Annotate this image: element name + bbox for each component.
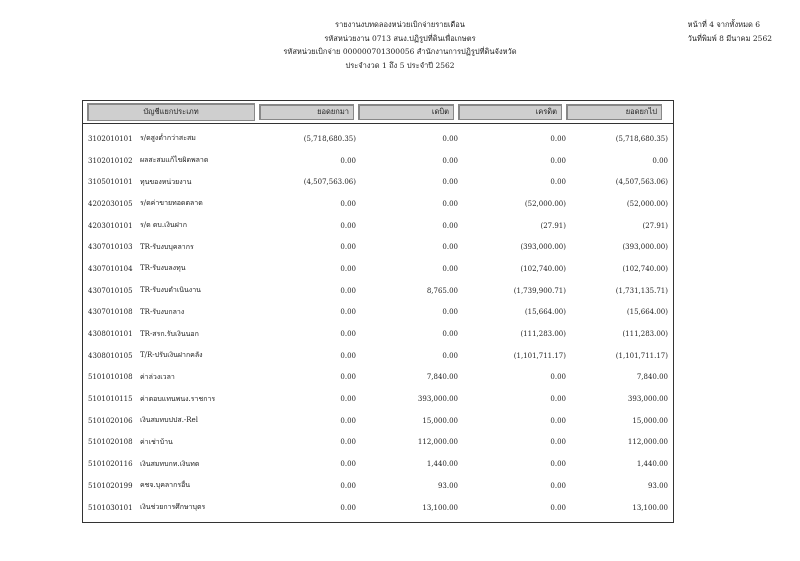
- carried-forward-cell: 393,000.00: [627, 395, 668, 404]
- debit-cell: 0.00: [442, 221, 458, 230]
- account-name-cell: ทุนของหน่วยงาน: [140, 177, 192, 186]
- table-row: [83, 410, 673, 432]
- brought-forward-cell: (4,507,563.06): [303, 178, 356, 187]
- account-name-cell: TR-สรก.รับเงินนอก: [140, 329, 199, 338]
- account-code-cell: 5101020199: [88, 481, 133, 490]
- brought-forward-cell: 0.00: [340, 503, 356, 512]
- brought-forward-cell: (5,718,680.35): [303, 134, 356, 143]
- debit-cell: 0.00: [442, 178, 458, 187]
- page-number: หน้าที่ 4 จากทั้งหมด 6: [687, 20, 761, 29]
- account-name-cell: TR-รับงบดำเนินงาน: [140, 286, 201, 295]
- table-row: [83, 497, 673, 519]
- credit-cell: (1,739,900.71): [513, 286, 566, 295]
- credit-cell: 0.00: [550, 156, 566, 165]
- carried-forward-cell: (393,000.00): [622, 243, 668, 252]
- account-code-cell: 4308010105: [88, 351, 133, 360]
- table-row: [83, 367, 673, 389]
- carried-forward-cell: 0.00: [652, 156, 668, 165]
- credit-cell: (111,283.00): [520, 330, 566, 339]
- brought-forward-cell: 0.00: [340, 373, 356, 382]
- debit-cell: 0.00: [442, 330, 458, 339]
- col-header-debit: เดบิต: [358, 104, 454, 120]
- account-name-cell: T/R-ปรับเงินฝากคลัง: [140, 351, 203, 360]
- period-line: ประจำงวด 1 ถึง 5 ประจำปี 2562: [345, 60, 455, 70]
- account-name-cell: ร/ดค่าขายทอดตลาด: [140, 199, 203, 208]
- table-row: [83, 236, 673, 258]
- carried-forward-cell: (27.91): [642, 221, 668, 230]
- table-row: [83, 128, 673, 150]
- debit-cell: 0.00: [442, 243, 458, 252]
- account-name-cell: ผลสะสมแก้ไขผิดพลาด: [140, 156, 209, 165]
- brought-forward-cell: 0.00: [340, 286, 356, 295]
- brought-forward-cell: 0.00: [340, 460, 356, 469]
- credit-cell: (15,664.00): [524, 308, 566, 317]
- debit-cell: 93.00: [437, 481, 458, 490]
- brought-forward-cell: 0.00: [340, 264, 356, 273]
- debit-cell: 0.00: [442, 199, 458, 208]
- account-code-cell: 4203010101: [88, 221, 133, 230]
- credit-cell: 0.00: [550, 416, 566, 425]
- agency-line: รหัสหน่วยงาน 0713 สนง.ปฏิรูปที่ดินเพื่อเกษตร: [324, 33, 476, 43]
- account-code-cell: 4307010103: [88, 243, 133, 252]
- debit-cell: 0.00: [442, 308, 458, 317]
- debit-cell: 0.00: [442, 156, 458, 165]
- account-name-cell: ร/ดสูงต่ำกว่าสะสม: [140, 134, 196, 143]
- account-name-cell: คชจ.บุคลากรอื่น: [140, 481, 191, 490]
- trial-balance-table: [82, 100, 674, 523]
- carried-forward-cell: 1,440.00: [636, 460, 668, 469]
- account-code-cell: 3102010101: [88, 134, 133, 143]
- brought-forward-cell: 0.00: [340, 438, 356, 447]
- credit-cell: 0.00: [550, 395, 566, 404]
- account-code-cell: 5101020116: [88, 460, 133, 469]
- debit-cell: 1,440.00: [426, 460, 458, 469]
- credit-cell: 0.00: [550, 178, 566, 187]
- credit-cell: (52,000.00): [524, 199, 566, 208]
- carried-forward-cell: 7,840.00: [636, 373, 668, 382]
- account-code-cell: 4307010108: [88, 308, 133, 317]
- credit-cell: 0.00: [550, 134, 566, 143]
- account-name-cell: ค่าเช่าบ้าน: [140, 437, 173, 446]
- credit-cell: 0.00: [550, 503, 566, 512]
- debit-cell: 0.00: [442, 264, 458, 273]
- account-code-cell: 4308010101: [88, 330, 133, 339]
- disbursing-unit-line: รหัสหน่วยเบิกจ่าย 000000701300056 สำนักงานการปฏิรูปที่ดินจังหวัด: [283, 47, 517, 56]
- table-row: [83, 150, 673, 172]
- carried-forward-cell: 13,100.00: [632, 503, 668, 512]
- credit-cell: 0.00: [550, 438, 566, 447]
- account-code-cell: 3102010102: [88, 156, 133, 165]
- carried-forward-cell: (4,507,563.06): [615, 178, 668, 187]
- debit-cell: 112,000.00: [417, 438, 458, 447]
- account-code-cell: 3105010101: [88, 178, 133, 187]
- carried-forward-cell: 15,000.00: [632, 416, 668, 425]
- brought-forward-cell: 0.00: [340, 199, 356, 208]
- table-row: [83, 171, 673, 193]
- account-name-cell: TR-รับงบลงทุน: [140, 264, 186, 273]
- credit-cell: 0.00: [550, 481, 566, 490]
- debit-cell: 15,000.00: [422, 416, 458, 425]
- debit-cell: 13,100.00: [422, 503, 458, 512]
- credit-cell: (393,000.00): [520, 243, 566, 252]
- print-date: วันที่พิมพ์ 8 มีนาคม 2562: [687, 33, 772, 43]
- account-name-cell: ร/ด ดบ.เงินฝาก: [140, 221, 187, 230]
- account-code-cell: 5101010115: [88, 395, 133, 404]
- table-row: [83, 280, 673, 302]
- brought-forward-cell: 0.00: [340, 416, 356, 425]
- account-code-cell: 4202030105: [88, 199, 133, 208]
- table-row: [83, 475, 673, 497]
- brought-forward-cell: 0.00: [340, 156, 356, 165]
- account-name-cell: ค่าตอบแทนพนง.ราชการ: [140, 394, 216, 403]
- table-row: [83, 345, 673, 367]
- col-header-account: บัญชีแยกประเภท: [87, 103, 255, 121]
- carried-forward-cell: (5,718,680.35): [615, 134, 668, 143]
- table-row: [83, 388, 673, 410]
- carried-forward-cell: (1,101,711.17): [615, 351, 668, 360]
- brought-forward-cell: 0.00: [340, 221, 356, 230]
- carried-forward-cell: (111,283.00): [622, 330, 668, 339]
- credit-cell: 0.00: [550, 373, 566, 382]
- account-name-cell: TR-รับงบกลาง: [140, 307, 185, 316]
- carried-forward-cell: (15,664.00): [626, 308, 668, 317]
- account-name-cell: เงินสมทบปปส.-Rel: [140, 416, 198, 425]
- credit-cell: (27.91): [540, 221, 566, 230]
- debit-cell: 0.00: [442, 134, 458, 143]
- report-header: [0, 18, 800, 72]
- account-code-cell: 5101020106: [88, 416, 133, 425]
- debit-cell: 7,840.00: [426, 373, 458, 382]
- debit-cell: 0.00: [442, 351, 458, 360]
- carried-forward-cell: (1,731,135.71): [615, 286, 668, 295]
- account-name-cell: เงินสมทบกท.เงินทด: [140, 459, 200, 468]
- credit-cell: 0.00: [550, 460, 566, 469]
- account-code-cell: 5101020108: [88, 438, 133, 447]
- brought-forward-cell: 0.00: [340, 330, 356, 339]
- table-row: [83, 453, 673, 475]
- account-name-cell: เงินช่วยการศึกษาบุตร: [140, 503, 206, 512]
- table-row: [83, 215, 673, 237]
- brought-forward-cell: 0.00: [340, 351, 356, 360]
- col-header-credit: เครดิต: [458, 104, 562, 120]
- col-header-brought-forward: ยอดยกมา: [259, 104, 354, 120]
- debit-cell: 8,765.00: [426, 286, 458, 295]
- carried-forward-cell: (102,740.00): [622, 264, 668, 273]
- col-header-carried-forward: ยอดยกไป: [566, 104, 662, 120]
- brought-forward-cell: 0.00: [340, 243, 356, 252]
- brought-forward-cell: 0.00: [340, 395, 356, 404]
- brought-forward-cell: 0.00: [340, 481, 356, 490]
- credit-cell: (102,740.00): [520, 264, 566, 273]
- table-row: [83, 302, 673, 324]
- table-row: [83, 323, 673, 345]
- brought-forward-cell: 0.00: [340, 308, 356, 317]
- carried-forward-cell: 93.00: [647, 481, 668, 490]
- account-code-cell: 5101010108: [88, 373, 133, 382]
- account-name-cell: ค่าล่วงเวลา: [140, 372, 175, 381]
- credit-cell: (1,101,711.17): [513, 351, 566, 360]
- account-code-cell: 4307010105: [88, 286, 133, 295]
- table-body: [83, 124, 673, 522]
- report-title: รายงานงบทดลองหน่วยเบิกจ่ายรายเดือน: [335, 20, 465, 29]
- table-row: [83, 432, 673, 454]
- page-info: [688, 18, 772, 45]
- carried-forward-cell: 112,000.00: [627, 438, 668, 447]
- debit-cell: 393,000.00: [417, 395, 458, 404]
- account-code-cell: 5101030101: [88, 503, 133, 512]
- table-row: [83, 193, 673, 215]
- table-row: [83, 258, 673, 280]
- table-header: [83, 101, 673, 124]
- account-code-cell: 4307010104: [88, 264, 133, 273]
- account-name-cell: TR-รับงบบุคลากร: [140, 242, 194, 251]
- carried-forward-cell: (52,000.00): [626, 199, 668, 208]
